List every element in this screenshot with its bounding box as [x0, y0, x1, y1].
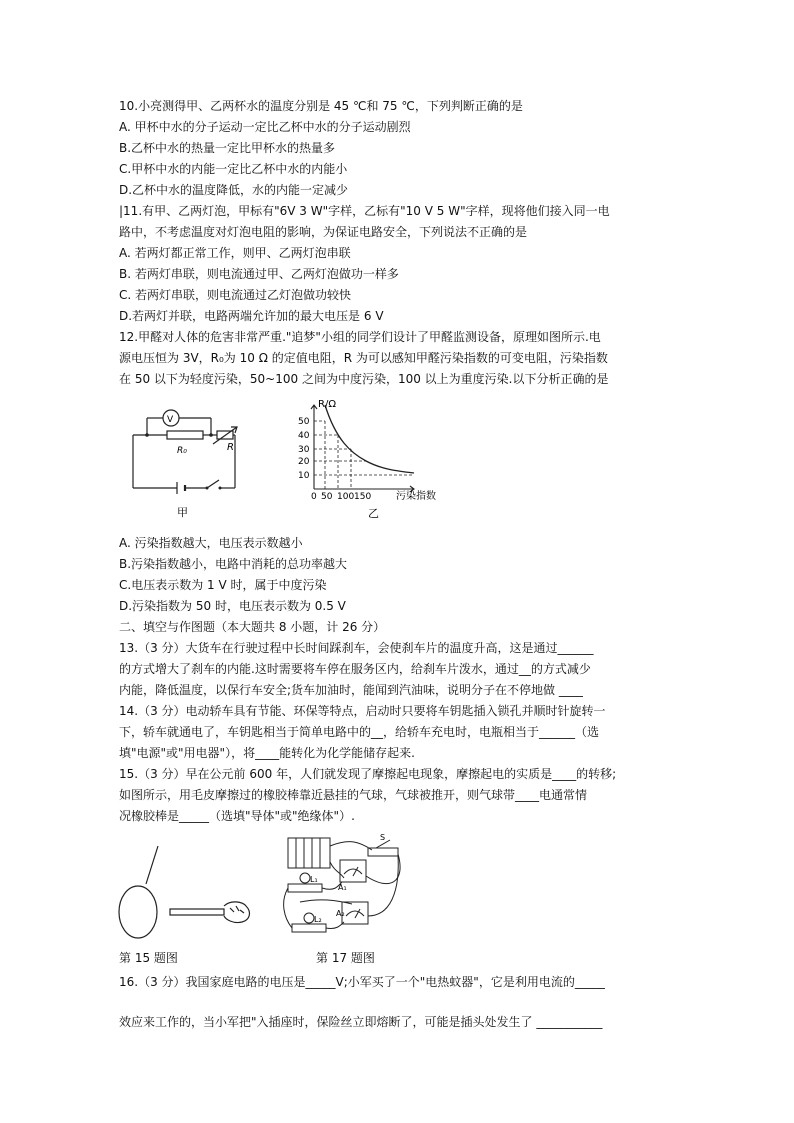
ytick-label: 30: [298, 445, 310, 455]
xtick-label: 100: [337, 492, 355, 502]
ammeter-a1-label: A₁: [338, 883, 347, 892]
q12-option-c: C.电压表示数为 1 V 时，属于中度污染: [119, 578, 327, 592]
q11-option-d: D.若两灯并联，电路两端允许加的最大电压是 6 V: [119, 309, 384, 323]
lamp-l1-bulb: [300, 873, 310, 883]
x-axis-label: 污染指数: [396, 491, 436, 502]
q11-stem-line1: |11.有甲、乙两灯泡，甲标有"6V 3 W"字样，乙标有"10 V 5 W"字样，现将他们接入同一电: [119, 204, 610, 218]
ytick-label: 10: [298, 471, 310, 481]
q12-option-a: A. 污染指数越大，电压表示数越小: [119, 536, 303, 550]
q12-stem-line2: 源电压恒为 3V，R₀为 10 Ω 的定值电阻，R 为可以感知甲醛污染指数的可变电阻，污染指数: [119, 351, 608, 365]
q10-stem: 10.小亮测得甲、乙两杯水的温度分别是 45 ℃和 75 ℃，下列判断正确的是: [119, 99, 523, 113]
balloon-rod-figure: [118, 838, 263, 943]
balloon: [119, 886, 157, 938]
q13-line3: 内能，降低温度，以保行车安全;货车加油时，能闻到汽油味，说明分子在不停地做 ____: [119, 683, 583, 697]
ammeter-circuit-figure: [280, 832, 410, 944]
ammeter-a2: [342, 902, 368, 924]
lamp-l2-label: L₂: [314, 915, 322, 924]
figure-jia-caption: 甲: [177, 506, 188, 519]
q14-line2: 下，轿车就通电了，车钥匙相当于简单电路中的__，给轿车充电时，电瓶相当于______（选: [119, 725, 600, 739]
r0-label: R₀: [177, 446, 187, 456]
ytick-label: 40: [298, 431, 310, 441]
ammeter-a2-label: A₂: [336, 909, 345, 918]
q15-line2: 如图所示，用毛皮摩擦过的橡胶棒靠近悬挂的气球，气球被推开，则气球带____电通常情: [119, 788, 588, 802]
q12-option-d: D.污染指数为 50 时，电压表示数为 0.5 V: [119, 599, 346, 613]
fur-hand: [224, 902, 249, 923]
xtick-label: 0: [311, 492, 317, 502]
figure-17-caption: 第 17 题图: [316, 951, 375, 965]
grid-dashes: [314, 421, 414, 489]
q12-stem-line1: 12.甲醛对人体的危害非常严重."追梦"小组的同学们设计了甲醛监测设备，原理如图所示.电: [119, 330, 601, 344]
ytick-label: 20: [298, 457, 310, 467]
q13-line1: 13.（3 分）大货车在行驶过程中长时间踩刹车，会使刹车片的温度升高，这是通过______: [119, 641, 594, 655]
lamp-l1-label: L₁: [310, 875, 318, 884]
q11-option-a: A. 若两灯都正常工作，则甲、乙两灯泡串联: [119, 246, 351, 260]
q14-line1: 14.（3 分）电动轿车具有节能、环保等特点，启动时只要将车钥匙插入锁孔并顺时针旋转一: [119, 704, 606, 718]
section-heading: 二、填空与作图题（本大题共 8 小题，计 26 分）: [119, 620, 386, 634]
ytick-label: 50: [298, 417, 310, 427]
q11-option-c: C. 若两灯串联，则电流通过乙灯泡做功较快: [119, 288, 352, 302]
q10-option-c: C.甲杯中水的内能一定比乙杯中水的内能小: [119, 162, 348, 176]
r-label: R: [227, 442, 234, 453]
q16-line1: 16.（3 分）我国家庭电路的电压是_____V;小军买了一个"电热蚊器"，它是利用电流的_____: [119, 975, 605, 989]
circuit-diagram-jia: [125, 400, 245, 522]
switch-label: S: [380, 833, 386, 842]
figure-yi-caption: 乙: [368, 507, 379, 520]
q15-line3: 况橡胶棒是_____（选填"导体"或"绝缘体"）.: [119, 809, 355, 823]
y-axis-label: R/Ω: [318, 399, 336, 410]
q12-stem-line3: 在 50 以下为轻度污染，50~100 之间为中度污染，100 以上为重度污染.以下分析正确的是: [119, 372, 609, 386]
q11-option-b: B. 若两灯串联，则电流通过甲、乙两灯泡做功一样多: [119, 267, 399, 281]
lamp-l1-base: [288, 884, 322, 892]
q10-option-a: A. 甲杯中水的分子运动一定比乙杯中水的分子运动剧烈: [119, 120, 411, 134]
figure-15-caption: 第 15 题图: [119, 951, 178, 965]
q11-stem-line2: 路中，不考虑温度对灯泡电阻的影响，为保证电路安全，下列说法不正确的是: [119, 225, 528, 239]
q10-option-b: B.乙杯中水的热量一定比甲杯水的热量多: [119, 141, 336, 155]
lamp-l2-base: [292, 924, 326, 932]
ammeter-a1: [340, 860, 366, 882]
rubber-rod: [170, 909, 224, 915]
switch-base: [368, 848, 398, 856]
lamp-l2-bulb: [304, 913, 314, 923]
q16-line2: 效应来工作的，当小军把"入插座时，保险丝立即熔断了，可能是插头处发生了 ___________: [119, 1015, 603, 1029]
q10-option-d: D.乙杯中水的温度降低，水的内能一定减少: [119, 183, 349, 197]
q12-option-b: B.污染指数越小，电路中消耗的总功率越大: [119, 557, 348, 571]
q13-line2: 的方式增大了刹车的内能.这时需要将车停在服务区内，给刹车片泼水，通过__的方式减少: [119, 662, 591, 676]
hanging-string: [146, 846, 158, 884]
xtick-label: 50: [321, 492, 333, 502]
voltmeter-label: V: [167, 415, 174, 425]
r0-resistor: [167, 431, 203, 439]
xtick-label: 150: [354, 492, 372, 502]
q14-line3: 填"电源"或"用电器"），将____能转化为化学能储存起来.: [119, 746, 415, 760]
battery-pack: [288, 838, 330, 868]
q15-line1: 15.（3 分）早在公元前 600 年，人们就发现了摩擦起电现象，摩擦起电的实质是____的转移;: [119, 767, 617, 781]
graph-yi: [296, 395, 456, 525]
